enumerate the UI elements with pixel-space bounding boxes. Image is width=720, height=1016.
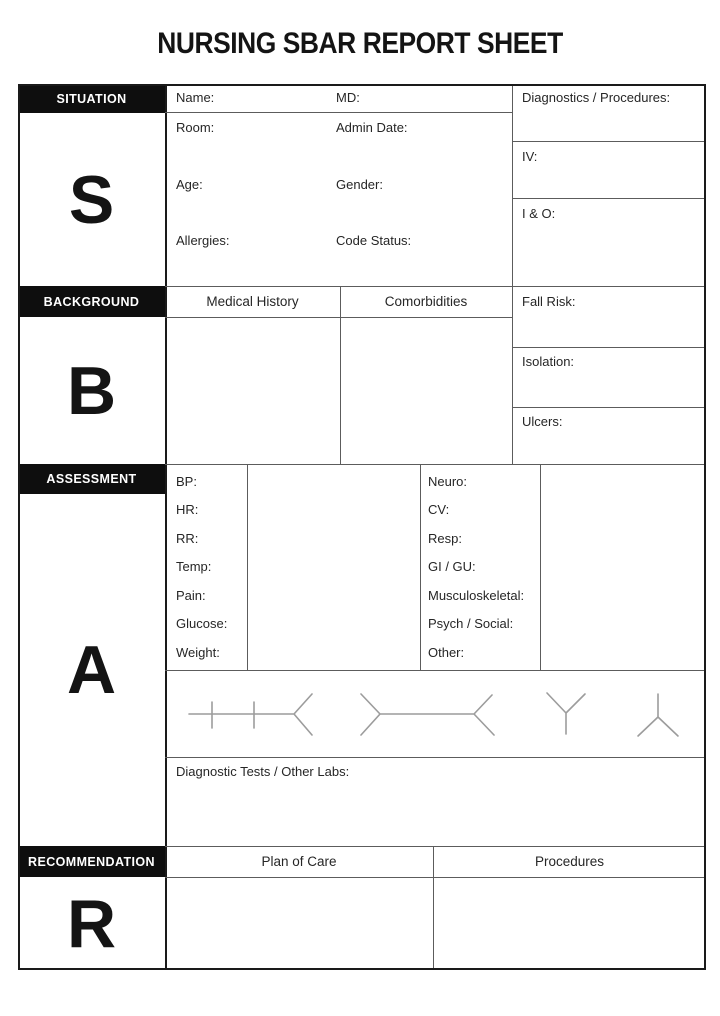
isolation-label: Isolation: <box>522 354 575 369</box>
age-label: Age: <box>176 177 203 192</box>
cv-label: CV: <box>428 502 450 517</box>
resp-label: Resp: <box>428 531 462 546</box>
assessment-letter: A <box>66 632 117 708</box>
assessment-section-header: ASSESSMENT <box>18 464 165 494</box>
admin-date-label: Admin Date: <box>336 120 408 135</box>
page-title: NURSING SBAR REPORT SHEET <box>157 27 563 60</box>
ulcers-label: Ulcers: <box>522 414 563 429</box>
name-label: Name: <box>176 90 215 105</box>
glucose-label: Glucose: <box>176 616 228 631</box>
room-label: Room: <box>176 120 215 135</box>
diagnostic-tests-label: Diagnostic Tests / Other Labs: <box>176 764 350 779</box>
situation-letter: S <box>68 161 115 238</box>
background-section-header: BACKGROUND <box>18 286 165 317</box>
diagnostics-procedures-label: Diagnostics / Procedures: <box>522 90 671 105</box>
plan-of-care-header: Plan of Care <box>261 854 337 869</box>
situation-section-header: SITUATION <box>18 84 165 113</box>
musculoskeletal-label: Musculoskeletal: <box>428 588 525 603</box>
recommendation-section-header: RECOMMENDATION <box>18 846 165 877</box>
form-outer-border <box>18 84 706 970</box>
neuro-label: Neuro: <box>428 474 468 489</box>
gender-label: Gender: <box>336 177 383 192</box>
pain-label: Pain: <box>176 588 206 603</box>
recommendation-letter: R <box>66 885 117 962</box>
medical-history-header: Medical History <box>206 294 299 309</box>
psych-social-label: Psych / Social: <box>428 616 514 631</box>
iv-label: IV: <box>522 149 538 164</box>
temp-label: Temp: <box>176 559 212 574</box>
weight-label: Weight: <box>176 645 220 660</box>
allergies-label: Allergies: <box>176 233 230 248</box>
procedures-header: Procedures <box>534 854 605 869</box>
md-label: MD: <box>336 90 360 105</box>
code-status-label: Code Status: <box>336 233 412 248</box>
intake-output-label: I & O: <box>522 206 556 221</box>
rr-label: RR: <box>176 531 199 546</box>
gi-gu-label: GI / GU: <box>428 559 476 574</box>
fall-risk-label: Fall Risk: <box>522 294 576 309</box>
background-letter: B <box>66 352 117 429</box>
other-label: Other: <box>428 645 465 660</box>
hr-label: HR: <box>176 502 199 517</box>
bp-label: BP: <box>176 474 197 489</box>
comorbidities-header: Comorbidities <box>384 294 468 309</box>
